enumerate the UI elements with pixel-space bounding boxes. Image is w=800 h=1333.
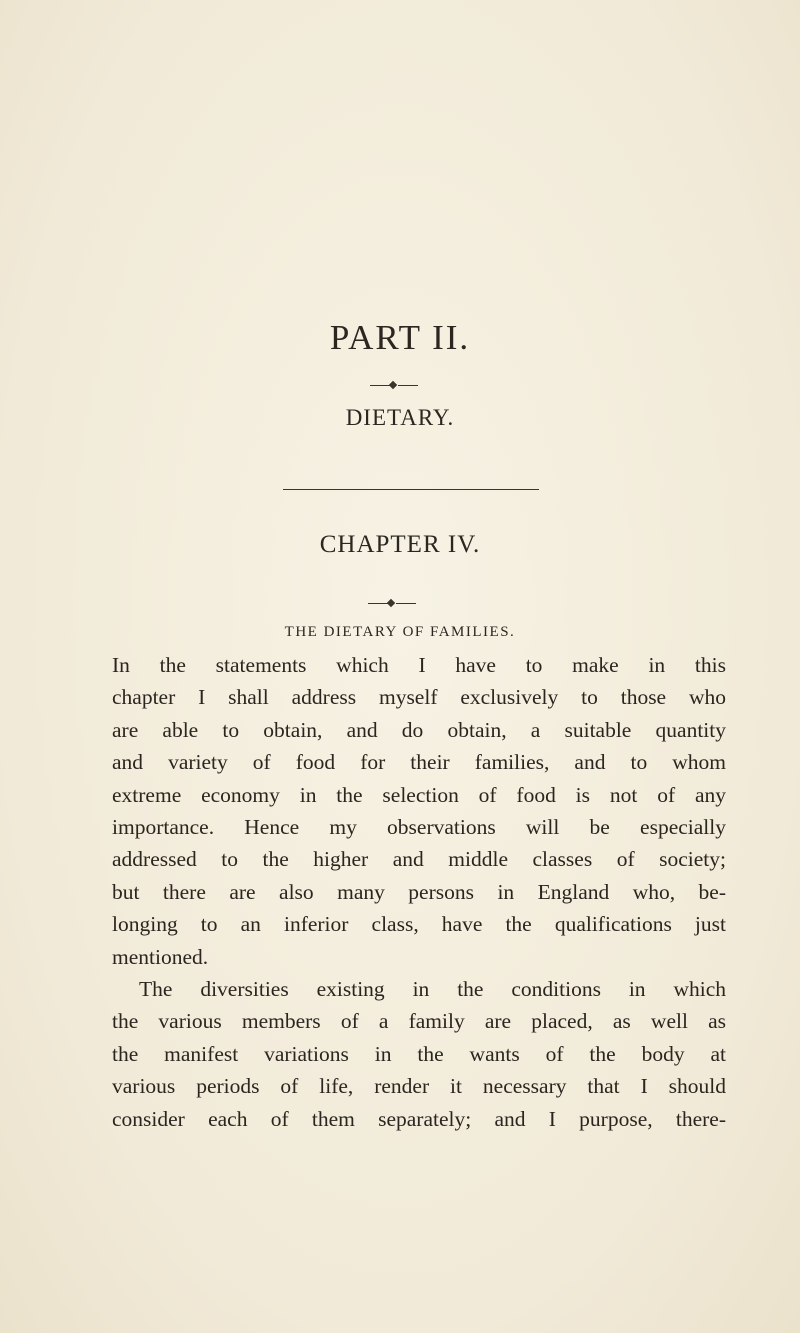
section-heading-dietary: DIETARY. [345, 405, 455, 430]
text-line: consider each of them separately; and I purpose, there- [112, 1106, 726, 1131]
text-line: addressed to the higher and middle classes of society; [112, 847, 726, 872]
paragraph-2 [112, 973, 726, 1135]
text-line: the manifest variations in the wants of the body at [112, 1041, 726, 1066]
text-line: various periods of life, render it necessary that I should [112, 1074, 726, 1099]
ornament-divider [368, 599, 416, 609]
text-line: are able to obtain, and do obtain, a suitable quantity [112, 717, 726, 742]
text-line: and variety of food for their families, and to whom [112, 750, 726, 775]
text-line: the various members of a family are placed, as well as [112, 1009, 726, 1034]
horizontal-rule [283, 489, 539, 490]
text-line: importance. Hence my observations will be especially [112, 815, 726, 840]
text-line: longing to an inferior class, have the qualifications just [112, 912, 726, 937]
text-line: mentioned. [112, 944, 209, 969]
text-line: In the statements which I have to make in this [112, 653, 726, 677]
text-line: but there are also many persons in England who, be- [112, 879, 726, 904]
ornament-divider [370, 381, 418, 391]
part-title: PART II. [329, 318, 471, 357]
chapter-subtitle: THE DIETARY OF FAMILIES. [284, 624, 516, 640]
text-line: extreme economy in the selection of food is not of any [112, 782, 726, 807]
text-line: The diversities existing in the conditions in which [139, 977, 726, 1002]
text-line: chapter I shall address myself exclusively to those who [112, 685, 726, 710]
body-text [112, 649, 726, 1135]
chapter-title: CHAPTER IV. [319, 531, 481, 558]
paragraph-1 [112, 649, 726, 973]
